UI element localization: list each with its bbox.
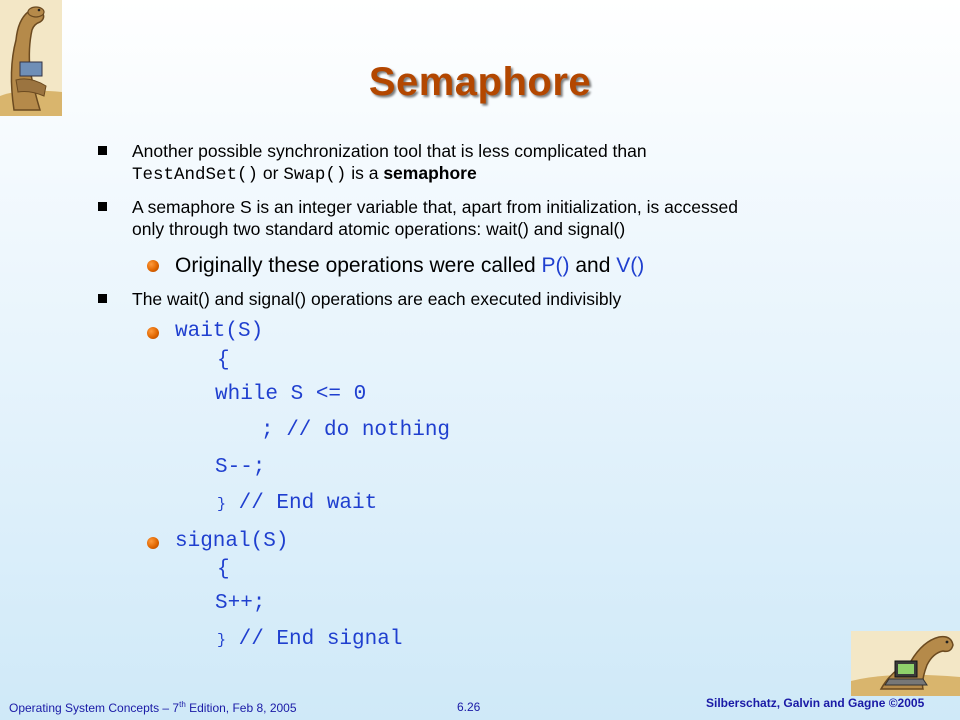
code-wait-close — [217, 492, 377, 515]
dinosaur-laptop-icon — [851, 631, 960, 696]
square-bullet-icon — [98, 146, 107, 155]
bold-semaphore: semaphore — [383, 163, 477, 183]
text-is-a: is a — [346, 163, 384, 183]
square-bullet-icon — [98, 202, 107, 211]
code-wait-close-brace: } — [217, 496, 227, 513]
round-bullet-icon — [147, 537, 159, 549]
code-wait-header: wait(S) — [175, 320, 264, 343]
footer-title-suffix: Edition, Feb 8, 2005 — [185, 701, 297, 715]
bullet-semaphore-definition — [132, 196, 892, 240]
footer-page-number: 6.26 — [457, 700, 481, 714]
bullet-text-line2: only through two standard atomic operations: wait() and signal() — [132, 219, 626, 239]
slide-title: Semaphore — [368, 59, 592, 104]
footer-title-sup: th — [179, 700, 186, 709]
round-bullet-icon — [147, 260, 159, 272]
footer-authors: Silberschatz, Galvin and Gagne ©2005 — [706, 696, 925, 710]
bullet-text-line1: A semaphore S is an integer variable that, apart from initialization, is accessed — [132, 197, 739, 217]
bullet-indivisible: The wait() and signal() operations are each executed indivisibly — [132, 289, 622, 309]
code-testandset: TestAndSet() — [132, 165, 259, 185]
code-wait-close-comment: // End wait — [226, 492, 378, 515]
text-and: and — [569, 254, 617, 277]
sub-bullet-prefix: Originally these operations were called — [175, 254, 542, 277]
footer-book-title — [9, 700, 297, 715]
code-wait-do-nothing: ; // do nothing — [261, 419, 451, 442]
code-wait-decrement: S--; — [215, 456, 266, 479]
code-wait-while: while S <= 0 — [215, 383, 367, 406]
footer-title-prefix: Operating System Concepts – 7 — [9, 701, 180, 715]
square-bullet-icon — [98, 294, 107, 303]
code-signal-close-brace: } — [217, 632, 227, 649]
code-swap: Swap() — [283, 165, 347, 185]
v-operation: V() — [616, 254, 645, 277]
code-signal-close-comment: // End signal — [226, 628, 403, 651]
code-signal-open-brace: { — [217, 558, 230, 581]
code-signal-header: signal(S) — [175, 530, 289, 553]
code-wait-open-brace: { — [217, 349, 230, 372]
sub-bullet-original-names — [175, 253, 875, 279]
code-signal-close — [217, 628, 402, 651]
code-signal-increment: S++; — [215, 592, 266, 615]
round-bullet-icon — [147, 327, 159, 339]
text-or: or — [258, 163, 284, 183]
p-operation: P() — [541, 254, 570, 277]
bullet-synchronization-tool — [132, 140, 892, 186]
bullet-text: Another possible synchronization tool that is less complicated than — [132, 141, 647, 161]
